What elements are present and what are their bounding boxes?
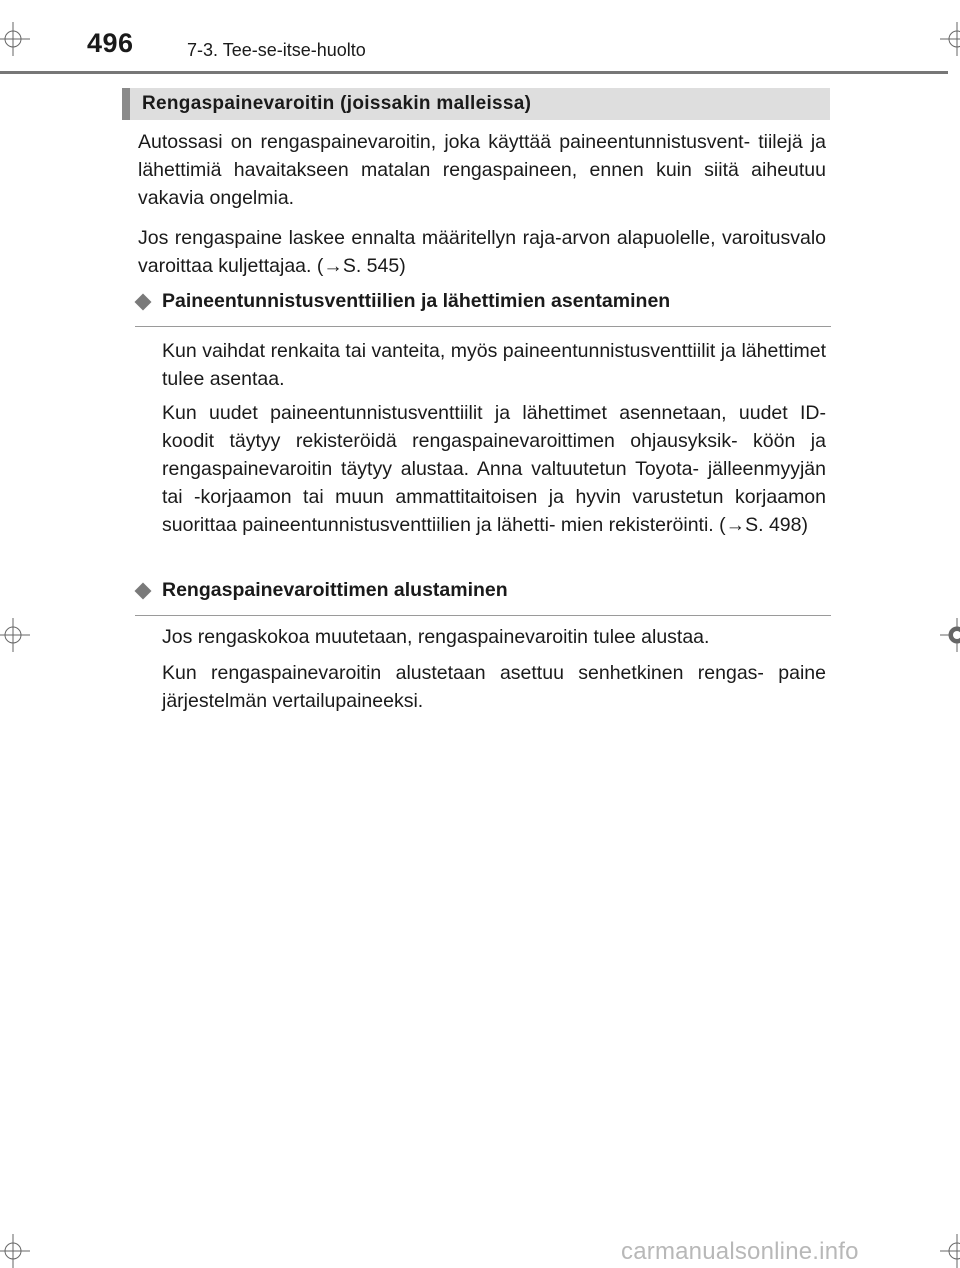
section-title: Rengaspainevaroitin (joissakin malleissa) <box>142 93 532 114</box>
subsection-paragraph: Kun vaihdat renkaita tai vanteita, myös paineentunnistusventtiilit ja lähettimet tulee asentaa. <box>162 340 826 390</box>
subsection-paragraph: Jos rengaskokoa muutetaan, rengaspainevaroitin tulee alustaa. <box>162 626 710 648</box>
crop-mark-icon <box>0 22 30 56</box>
crop-mark-icon <box>940 22 960 56</box>
intro-paragraph-2: Jos rengaspaine laskee ennalta määritellyn raja-arvon alapuolelle, varoitusvalo varoittaa kuljettajaa. (→S. 545) <box>138 227 826 277</box>
section-title-bar <box>122 88 830 120</box>
page-number: 496 <box>87 28 134 58</box>
subsection-heading <box>135 579 831 616</box>
subsection-heading <box>135 290 831 327</box>
watermark: carmanualsonline.info <box>621 1238 859 1265</box>
subsection-title: Rengaspainevaroittimen alustaminen <box>162 579 508 601</box>
subsection-paragraph: Kun uudet paineentunnistusventtiilit ja lähettimet asennetaan, uudet ID-koodit täytyy rekisteröidä rengaspainevaroittimen ohjausyksik- köön ja rengaspainevaroitin täytyy alustaa. Anna valtuutetun Toyota- jälleenmyyjän tai -korjaamon tai muun ammattitaitoisen ja hyvin varustetun korjaamon suorittaa paineentunnistusventtiilien ja lähetti- mien rekisteröinti. (→S. 498) <box>162 402 826 536</box>
subsection-title: Paineentunnistusventtiilien ja lähettimien asentaminen <box>162 290 671 312</box>
crop-mark-icon <box>940 618 960 652</box>
chapter-title: 7-3. Tee-se-itse-huolto <box>187 40 366 60</box>
header-rule <box>0 71 948 74</box>
crop-mark-icon <box>0 1234 30 1268</box>
crop-mark-icon <box>940 1234 960 1268</box>
diamond-icon <box>135 294 152 311</box>
diamond-icon <box>135 583 152 600</box>
crop-mark-icon <box>0 618 30 652</box>
intro-paragraph-1: Autossasi on rengaspainevaroitin, joka käyttää paineentunnistusvent- tiilejä ja lähettimiä havaitakseen matalan rengaspaineen, ennen kuin siitä aiheutuu vakavia ongelmia. <box>138 131 826 209</box>
subsection-paragraph: Kun rengaspainevaroitin alustetaan asettuu senhetkinen rengas- paine järjestelmän vertailupaineeksi. <box>162 662 826 712</box>
